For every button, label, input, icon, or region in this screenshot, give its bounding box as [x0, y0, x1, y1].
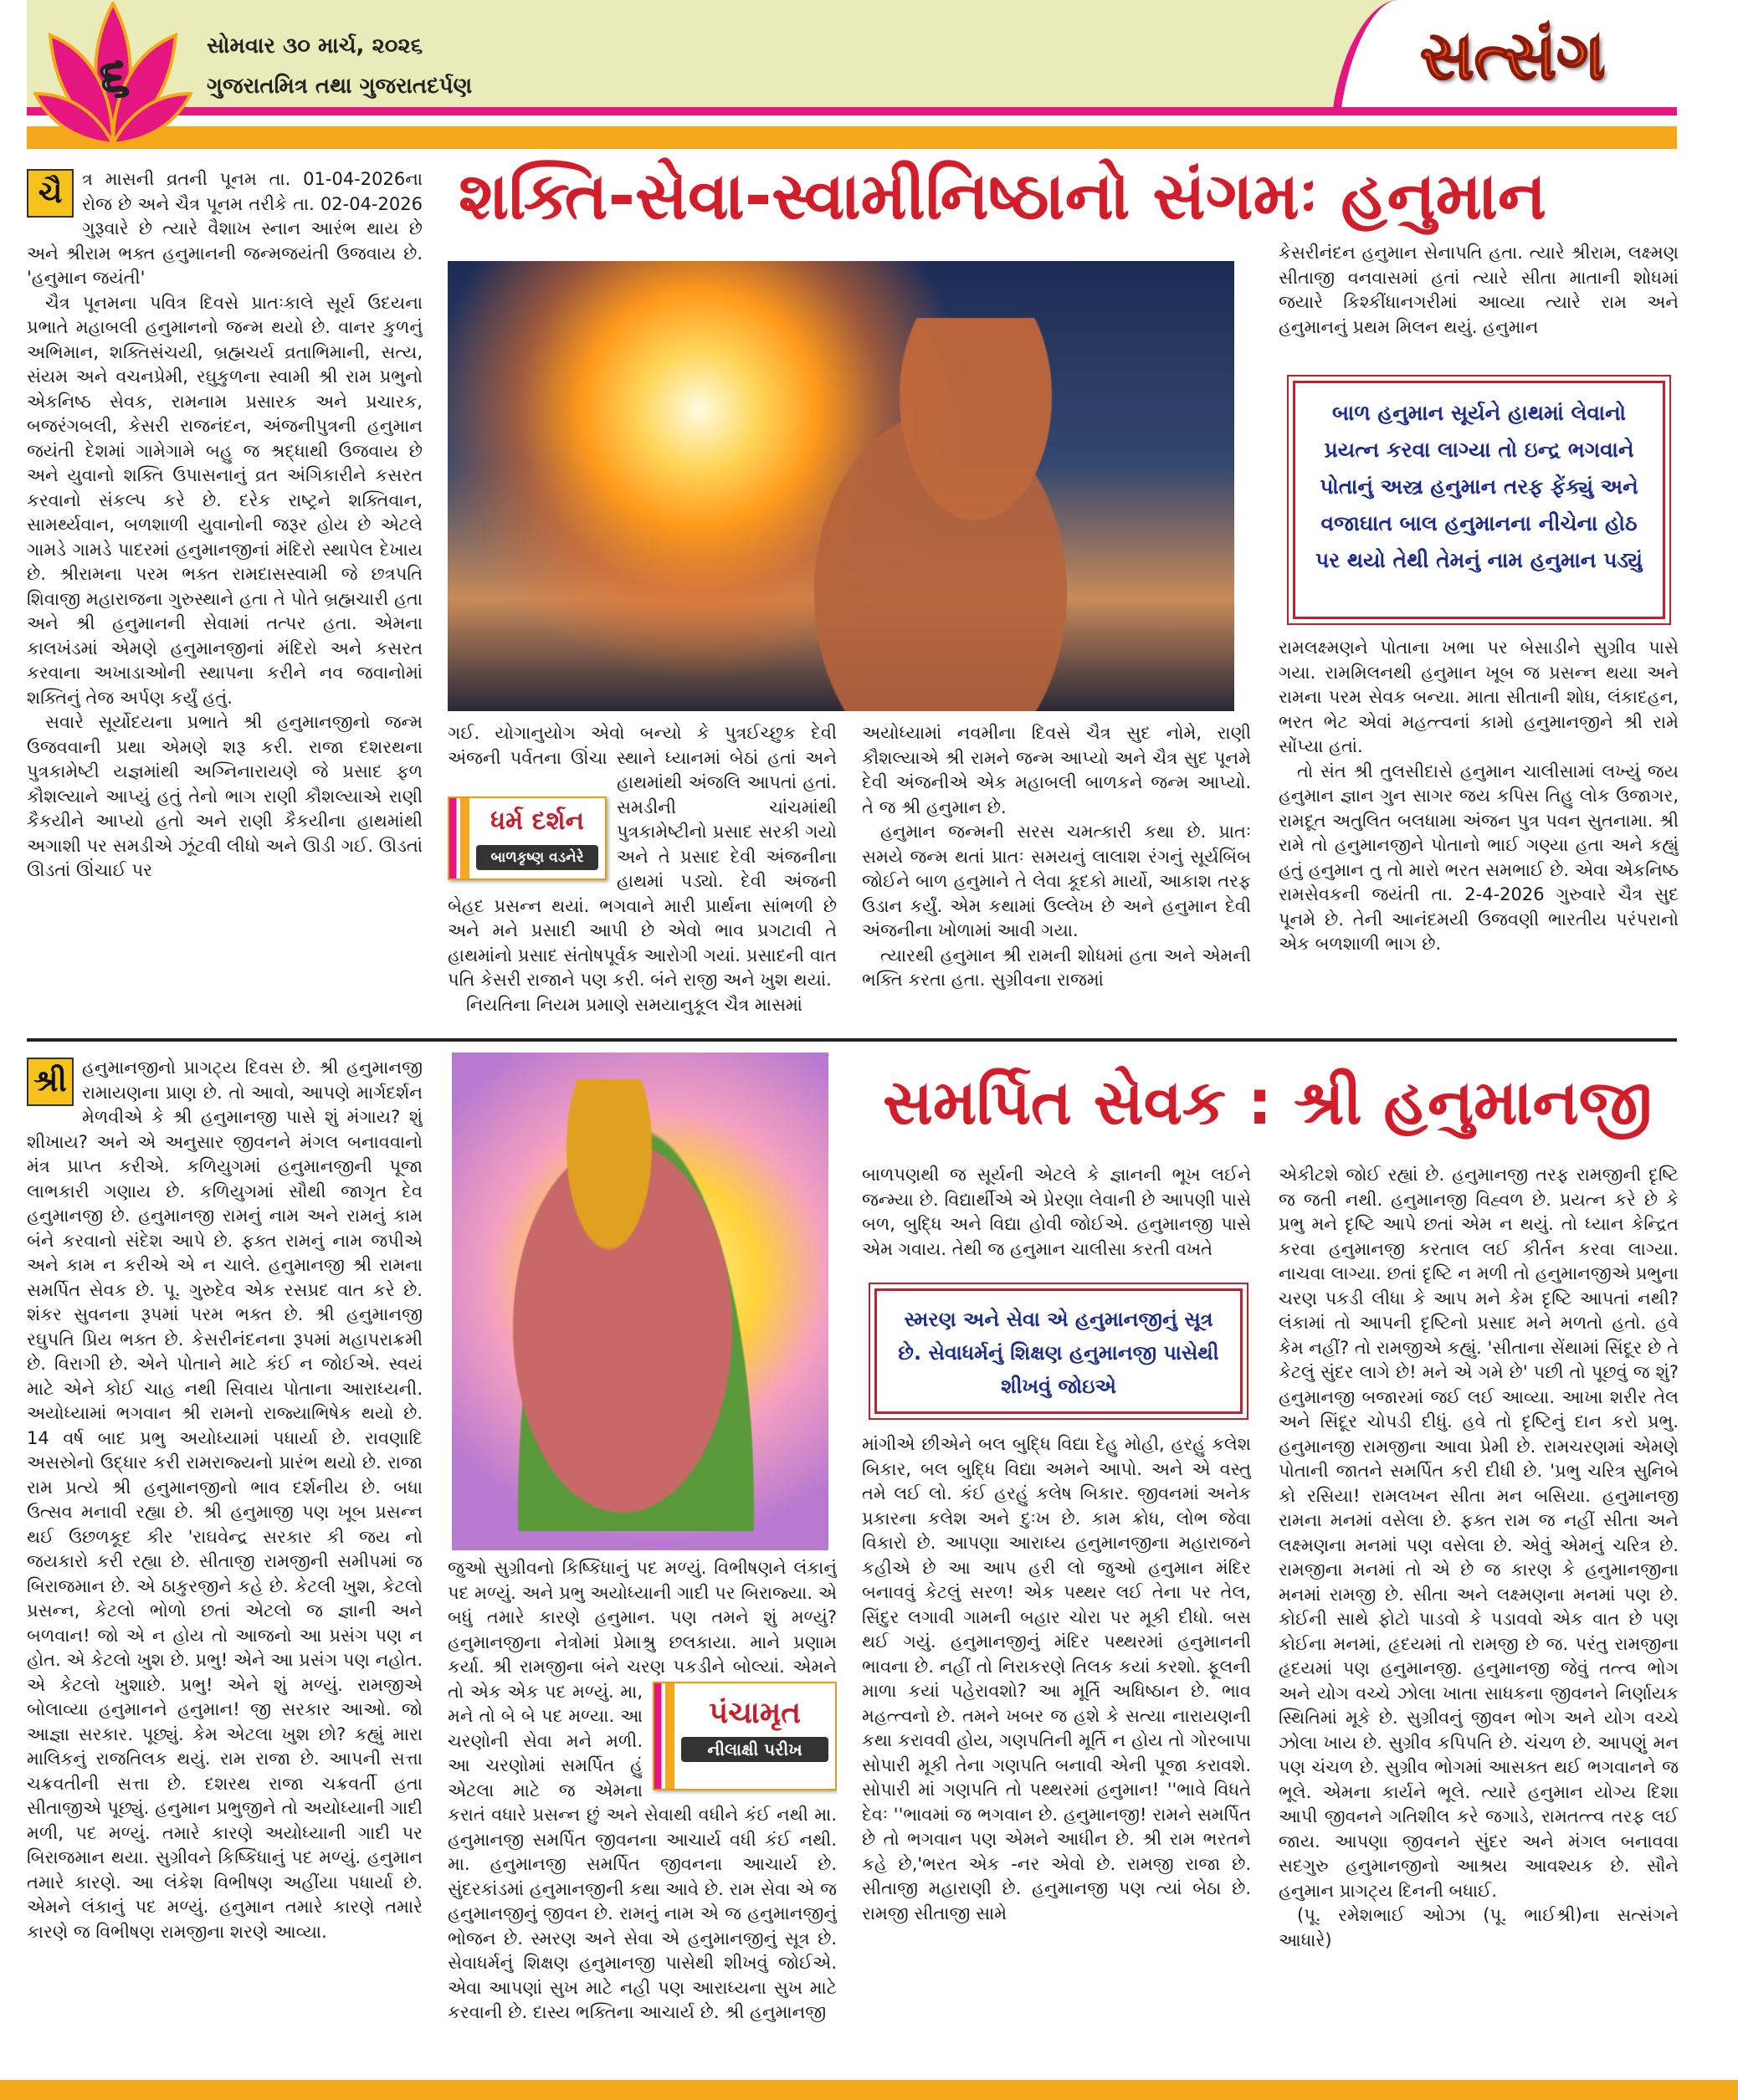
author-name: બાળકૃષ્ણ વડનેરે — [476, 845, 598, 870]
article1-pull-quote: બાળ હનુમાન સૂર્યને હાથમાં લેવાનો પ્રયત્ન કરવા લાગ્યા તો ઇન્દ્ર ભગવાને પોતાનું અસ્ત્ર હનુમાન તરફ ફેંક્યું અને વજાઘાત બાલ હનુમાનના નીચેના હોઠ પર થયો તેથી તેમનું નામ હનુમાન પડ્યું — [1293, 381, 1665, 619]
article1-column-4-bottom — [1279, 636, 1679, 1033]
paragraph: હનુમાનજીનો પ્રાગટ્ય દિવસ છે. શ્રી હનુમાનજી રામાયણના પ્રાણ છે. તો આવો, આપણે માર્ગદર્શન મેળવીએ કે શ્રી હનુમાનજી પાસે શું મંગાય? શું શીખાય? અને એ અનુસાર જીવનને મંગલ બનાવવાનો મંત્ર પ્રાપ્ત કરીએ. કળિયુગમાં હનુમાનજીની પૂજા લાભકારી ગણાય છે. કળિયુગમાં સૌથી જાગૃત દેવ હનુમાનજી છે. હનુમાનજી રામનું નામ અને રામનું કામ બંને કરવાનો સંદેશ આપે છે. ફક્ત રામનું નામ જપીએ અને કામ ન કરીએ એ ન ચાલે. હનુમાનજી શ્રી રામના સમર્પિત સેવક છે. પૂ. ગુરુદેવ એક રસપ્રદ વાત કરે છે. શંકર સુવનના રૂપમાં પરમ ભક્ત છે. શ્રી હનુમાનજી રઘુપતિ પ્રિય ભક્ત છે. કેસરીનંદનના રૂપમાં મહાપરાક્રમી છે. વિરાગી છે. એને પોતાને માટે કંઈ ન જોઈએ. સ્વયં માટે એને કોઈ ચાહ નથી સિવાય પોતાના આરાધ્યની. અયોધ્યામાં ભગવાન શ્રી રામનો રાજ્યાભિષેક થયો છે. 14 વર્ષ બાદ પ્રભુ અયોધ્યામાં પધાર્યા છે. રાવણાદિ અસરુોનો ઉદ્ધાર કરી રામરાજ્યનો પ્રારંભ થયો છે. રાજા રામ પ્રત્યે શ્રી હનુમાનજીનો ભાવ દર્શનીય છે. બધા ઉત્સવ મનાવી રહ્યા છે. શ્રી હનુમાજી પણ ખૂબ પ્રસન્ન થઈ ઉછળકૂદ કીર 'રાઘવેન્દ્ર સરકાર કી જય નો જયકારો કરી રહ્યા છે. સીતાજી રામજીની સમીપમાં જ બિરાજમાન છે. એ ઠાકુરજીને કહે છે. કેટલી ખુશ, કેટલો પ્રસન્ન, કેટલો ભોળો છતાં એટલો જ જ્ઞાની અને બળવાન! જો એ ન હોય તો આજનો આ પ્રસંગ પણ ન હોત. એ કેટલો ખુશ છે. પ્રભુ! એને આ પ્રસંગ પણ નહોત. એ કેટલો ખુશાછે. પ્રભુ! એને શું મળ્યું. રામજીએ બોલાવ્યા હનુમાનને હનુમાન! જી સરકાર આઓ. જો આજ્ઞા સરકાર. પૂછ્યું. કેમ એટલા ખુશ છો? કહ્યું મારા માલિકનું રાજતિલક થયું. રામ રાજા છે. આપની સત્તા ચક્રવતીની સત્તા છે. દશરથ રાજા ચક્રવર્તી હતા સીતાજીએ પૂછ્યું. હનુમાન પ્રભુજીને તો અયોધ્યાની ગાદી મળી, પદ મળ્યું. તમારે કારણે અયોધ્યાની ગાદી પર બિરાજમાન થયા. સુગ્રીવને કિષ્કિંધાનું પદ મળ્યું. હનુમાન તમારે કારણે. આ લંકેશ વિભીષણ અહીંયા પધાર્યા છે. એમને લંકાનું પદ મળ્યું. હનુમાન તમારે કારણે તમારે કારણે જ વિભીષણ રામજીના શરણે આવ્યા. — [27, 1058, 423, 1942]
header-orange-stripe — [27, 126, 1677, 149]
badge-stripe — [449, 798, 469, 878]
paragraph: ગઈ. યોગાનુયોગ એવો બન્યો કે પુત્રઈચ્છુક દેવી અંજની પર્વતના ઊંચા સ્થાને ધ્યાનમાં બેઠાં હતાં અને હાથમાંથી અંજલિ આપતાં હતાં. સમડીની ચાંચમાંથી પુત્રકામેષ્ટીનો પ્રસાદ સરકી ગયો અને તે પ્રસાદ દેવી અંજનીના હાથમાં પડ્યો. દેવી અંજની બેહદ પ્રસન્ન થયાં. ભગવાને મારી પ્રાર્થના સાંભળી છે અને મને પ્રસાદી આપી છે એવો ભાવ પ્રગટાવી તે હાથમાંનો પ્રસાદ સંતોષપૂર્વક આરોગી ગયાં. પ્રસાદની વાત પતિ કેસરી રાજાને પણ કરી. બંને રાજી અને ખુશ થયાં. — [448, 723, 837, 990]
paragraph: કેસરીનંદન હનુમાન સેનાપતિ હતા. ત્યારે શ્રીરામ, લક્ષ્મણ સીતાજી વનવાસમાં હતાં ત્યારે સીતા માતાની શોધમાં જયારે કિશ્કીંધાનગરીમાં આવ્યા ત્યારે રામ અને હનુમાનનું પ્રથમ મિલન થયું. હનુમાન — [1279, 243, 1679, 337]
paragraph: રામલક્ષ્મણને પોતાના ખભા પર બેસાડીને સુગ્રીવ પાસે ગયા. રામમિલનથી હનુમાન ખૂબ જ પ્રસન્ન થયા અને રામના પરમ સેવક બન્યા. માતા સીતાની શોધ, લંકાદહન, ભરત ભેટ એવાં મહત્ત્વનાં કામો હનુમાનજીને શ્રી રામે સોંપ્યા હતાં. — [1279, 638, 1679, 756]
article2-column-1 — [27, 1056, 423, 2060]
article2-column-3-bottom — [862, 1432, 1251, 2060]
credit-line: (પૂ. રમેશભાઈ ઓઝા (પૂ. ભાઈશ્રી)ના સત્સંગને આધારે) — [1279, 1905, 1679, 1950]
column-badge-panchamrut — [653, 1682, 837, 1790]
column-badge-dharma-darshan — [448, 796, 607, 880]
footer-band — [0, 2080, 1738, 2100]
column-name: ધર્મ દર્શન — [490, 807, 584, 836]
paragraph: ત્ર માસની વ્રતની પૂનમ તા. 01-04-2026ના રોજ છે અને ચૈત્ર પૂનમ તરીકે તા. 02-04-2026 ગુરૂવારે છે ત્યારે વૈશાખ સ્નાન આરંભ થાય છે અને શ્રીરામ ભક્ત હનુમાનની જન્મજયંતી ઉજવાય છે. 'હનુમાન જયંતી' — [27, 169, 423, 288]
article2-column-3-top — [862, 1163, 1251, 1268]
section-logo: સત્સંગ — [1420, 17, 1606, 95]
article2-pull-quote: સ્મરણ અને સેવા એ હનુમાનજીનું સૂત્ર છે. સેવાધર્મનું શિક્ષણ હનુમાનજી પાસેથી શીખવું જોઇએ — [874, 1288, 1243, 1414]
baby-hanuman-figure — [782, 318, 1134, 711]
paragraph: હનુમાન જન્મની સરસ ચમત્કારી કથા છે. પ્રાતઃ સમયે જન્મ થતાં પ્રાતઃ સમયનું લાલાશ રંગનું સૂર્યબિંબ જોઈને બાળ હનુમાને તે લેવા કૂદકો માર્યો, આકાશ તરફ ઉડાન કર્યું. એમ કથામાં ઉલ્લેખ છે અને હનુમાન દેવી અંજનીના ખોળામાં આવી ગયા. — [862, 822, 1251, 940]
article1-column-4-top — [1279, 241, 1679, 366]
paragraph: માંગીએ છીએને બલ બુદ્ધિ વિદ્યા દેહુ મોહી, હરહું કલેશ બિકાર, બલ બુદ્ધિ વિદ્યા અમને આપો. અને એ વસ્તુ તમે લઈ લો. કંઈ હરહું કલેષ બિકાર. જીવનમાં અનેક પ્રકારના કલેશ અને દુઃખ છે. કામ ક્રોધ, લોભ જેવા વિકારો છે. આપણા આરાધ્ય હનુમાનજીના મહારાજને કહીએ છે આ આપ હરી લો જુઓ હનુમાન મંદિર બનાવવું કેટલું સરળ! એક પથ્થર લઈ તેના પર તેલ, સિંદુર લગાવી ગામની બહાર ચોરા પર મૂકી દીધો. બસ થઈ ગયું. હનુમાનજીનું મંદિર પથ્થરમાં હનુમાનની ભાવના છે. નહીં તો નિરાકરણે તિલક કયાં કરશો. ફૂલની માળા કયાં પહેરાવશો? આ મૂર્તિ અધિષ્ઠાન છે. ભાવ મહત્ત્વનો છે. તમને ખબર જ હશે કે સત્યા નારાયણની કથા કરાવવી હોય, ગણપતિની મૂર્તિ ન હોય તો ગોરબાપા સોપારી મૂકી તેના ગણપતિ બનાવી એની પૂજા કરાવશે. સોપારી માં ગણપતિ તો પથ્થરમાં હનુમાન! ''ભાવે વિધતે દેવઃ ''ભાવમાં જ ભગવાન છે. હનુમાનજી! રામને સમર્પિત છે તો ભગવાન પણ એમને આધીન છે. શ્રી રામ ભરતને કહે છે,'ભરત એક -નર એવો છે. રામજી રાજા છે. સીતાજી મહારાણી છે. હનુમાનજી પણ ત્યાં બેઠા છે. રામજી સીતાજી સામે — [862, 1434, 1251, 1923]
page-number: ૬ — [100, 46, 130, 108]
paragraph: સવારે સૂર્યોદયના પ્રભાતે શ્રી હનુમાનજીનો જન્મ ઉજવવાની પ્રથા એમણે શરૂ કરી. રાજા દશરથના પુત્રકામેષ્ટી યજ્ઞમાંથી અગ્નિનારાયણે જે પ્રસાદ ફળ કૌશલ્યાને આપ્યું હતું તેનો ભાગ રાણી કૌશલ્યાએ રાણી કૈકયીને આપ્યો હતો અને રાણી કૈકયીના હાથમાંથી અગાશી પર સમડીએ ઝૂંટવી લીધો અને ઊડી ગઈ. ઊડતાં ઊડતાં ઊંચાઈ પર — [27, 712, 423, 880]
paragraph: તો સંત શ્રી તુલસીદાસે હનુમાન ચાલીસામાં લખ્યું જય હનુમાન જ્ઞાન ગુન સાગર જય કપિસ તિહુ લોક ઉજાગર, રામદૂત અતુલિત બલધામા અંજન પુત્ર પવન સુતનામા. શ્રી રામે તો હનુમાનજીને પોતાનો ભાઈ ગણ્યા હતા અને કહ્યું હતું હનુમાન તુ તો મારો ભરત સમભાઈ છે. એવા એકનિષ્ઠ રામસેવકની જયંતી તા. 2-4-2026 ગુરુવારે ચૈત્ર સુદ પૂનમે છે. તેની આનંદમયી ઉજવણી ભારતીય પરંપરાનો એક બળશાળી ભાગ છે. — [1279, 761, 1679, 954]
article1-title: શક્તિ-સેવા-સ્વામીનિષ્ઠાનો સંગમઃ હનુમાન — [459, 159, 1547, 234]
section-divider — [27, 1038, 1677, 1042]
article1-column-1 — [27, 167, 423, 1033]
drop-cap: ચૈ — [27, 169, 74, 218]
hanuman-figure — [502, 1079, 770, 1531]
badge-stripe — [654, 1683, 674, 1789]
page-header — [27, 0, 1677, 151]
article2-column-4 — [1279, 1163, 1679, 2060]
article2-title: સમર્પિત સેવક : શ્રી હનુમાનજી — [883, 1067, 1653, 1139]
column-name: પંચામૃત — [708, 1696, 802, 1730]
paragraph: એકીટશે જોઈ રહ્યાં છે. હનુમાનજી તરફ રામજીની દૃષ્ટિ જ જતી નથી. હનુમાનજી વિહ્વળ છે. પ્રયત્ન કરે છે કે પ્રભુ મને દૃષ્ટિ આપે છતાં એમ ન થયું. તો ધ્યાન કેન્દ્રિત કરવા હનુમાનજી કરતાલ લઈ કીર્તન કરવા લાગ્યા. નાચવા લાગ્યા. છતાં દૃષ્ટિ ન મળી તો હનુમાનજીએ પ્રભુના ચરણ પકડી લીધા કે આપ મને કેમ દૃષ્ટિ આપતાં નથી? લંકામાં તો આપની દૃષ્ટિનો પ્રસાદ મને મળતો હતો. હવે કેમ નહીં? તો રામજીએ કહ્યું. 'સીતાના સેંથામાં સિંદૂર છે તે કેટલું સુંદર લાગે છે! મને એ ગમે છે' પછી તો પૂછવું જ શું? હનુમાનજી બજારમાં જઈ લઈ આવ્યા. આખા શરીર તેલ અને સિંદૂર ચોપડી દીધું. હવે તો દૃષ્ટિનું દાન કરો પ્રભુ. હનુમાનજી રામજીના આવા પ્રેમી છે. રામચરણમાં એમણે પોતાની જાતને સમર્પિત કરી દીધી છે. 'પ્રભુ ચરિત્ર સુનિબે કો રસિયા! રામલખન સીતા મન બસિયા. હનુમાનજી રામના મનમાં વસેલા છે. ફક્ત રામ જ નહીં સીતા અને લક્ષ્મણના મનમાં પણ વસેલા છે. એવું એમનું ચરિત્ર છે. રામજીના મનમાં તો એ છે જ કારણ કે હનુમાનજીના મનમાં રામજી છે. સીતા અને લક્ષ્મણના મનમાં પણ છે. કોઈની સાથે ફોટો પાડવો કે પડાવવો એક વાત છે પણ કોઈના મનમાં, હૃદયમાં તો રામજી છે જ. પરંતુ રામજીના હૃદયમાં પણ હનુમાનજી. હનુમાનજી જેવું તત્ત્વ ભોગ અને યોગ વચ્ચે ઝોલા ખાતા સાધકના જીવનને નિર્ણાયક સ્થિતિમાં મૂકે છે. સુગ્રીવનું જીવન ભોગ અને યોગ વચ્ચે ઝોલા ખાય છે. સુગ્રીવ કપિપતિ છે. ચંચળ છે. આપણું મન પણ ચંચળ છે. સુગ્રીવ ભોગમાં આસક્ત થઈ ભગવાનને જ ભૂલે. એમના કાર્યને ભૂલે. ત્યારે હનુમાન યોગ્ય દિશા આપી જીવનને ગતિશીલ કરે જગાડે, રામતત્ત્વ તરફ લઈ જાય. આપણા જીવનને સુંદર અને મંગલ બનાવવા સદગુરુ હનુમાનજીનો આશ્રય આવશ્યક છે. સૌને હનુમાન પ્રાગટ્ય દિનની બધાઈ. — [1279, 1165, 1679, 1901]
paragraph: નિયતિના નિયમ પ્રમાણે સમયાનુકૂલ ચૈત્ર માસમાં — [466, 994, 802, 1015]
drop-cap: શ્રી — [27, 1058, 74, 1106]
paragraph: ત્યારથી હનુમાન શ્રી રામની શોધમાં હતા અને એમની ભક્તિ કરતા હતા. સુગ્રીવના રાજમાં — [862, 945, 1251, 990]
article1-column-2 — [448, 721, 837, 1032]
paper-name: ગુજરાતમિત્ર તથા ગુજરાતદર્પણ — [207, 74, 473, 99]
header-pink-stripe — [27, 107, 1677, 115]
paragraph: ચૈત્ર પૂનમના પવિત્ર દિવસે પ્રાતઃકાલે સૂર્ય ઉદયના પ્રભાતે મહાબલી હનુમાનનો જન્મ થયો છે. વાનર કુળનું અભિમાન, શક્તિસંચયી, બ્રહ્મચર્ય વ્રતાભિમાની, સત્ય, સંયમ અને વચનપ્રેમી, રઘુકુળના સ્વામી શ્રી રામ પ્રભુનો એકનિષ્ઠ સેવક, રામનામ પ્રસારક અને પ્રચારક, બજરંગબલી, કેસરી રાજનંદન, અંજનીપુત્રની હનુમાન જયંતી દેશમાં ગામેગામે બહુ જ શ્રદ્ધાથી ઉજવાય છે અને યુવાનો શક્તિ ઉપાસનાનું વ્રત અંગિકારીને કસરત કરવાનો સંકલ્પ કરે છે. દરેક રાષ્ટ્રને શક્તિવાન, સામર્થ્યવાન, બળશાળી યુવાનોની જરૂર હોય છે એટલે ગામડે ગામડે પાદરમાં હનુમાનજીનાં મંદિરો સ્થાપેલ દેખાય છે. શ્રીરામના પરમ ભક્ત રામદાસસ્વામી જે છત્રપતિ શિવાજી મહારાજના ગુરુસ્થાને હતા તે પોતે બ્રહ્મચારી હતા અને શ્રી હનુમાનની સેવામાં તત્પર હતા. એમના કાલખંડમાં એમણે હનુમાનજીનાં મંદિરો અને કસરત કરવાના અખાડાઓની સ્થાપના કરીને નવ જવાનોમાં શક્તિનું તેજ અર્પણ કર્યું હતું. — [27, 292, 423, 708]
paragraph: બાળપણથી જ સૂર્યની એટલે કે જ્ઞાનની ભૂખ લઈને જન્મ્યા છે. વિદ્યાર્થીએ એ પ્રેરણા લેવાની છે આપણી પાસે બળ, બુદ્ધિ અને વિદ્યા હોવી જોઈએ. હનુમાનજી પાસે એમ ગવાય. તેથી જ હનુમાન ચાલીસા કરતી વખતે — [862, 1165, 1251, 1259]
author-name: નીલાક્ષી પરીખ — [681, 1737, 828, 1762]
paragraph: અયોધ્યામાં નવમીના દિવસે ચૈત્ર સુદ નોમે, રાણી કૌશલ્યાએ શ્રી રામને જન્મ આપ્યો અને ચૈત્ર સુદ પૂનમે દેવી અંજનીએ એક મહાબલી બાળકને જન્મ આપ્યો. તે જ શ્રી હનુમાન છે. — [862, 723, 1251, 817]
issue-date: સોમવાર ૩૦ માર્ચ, ૨૦૨૬ — [207, 33, 423, 59]
article1-column-3 — [862, 721, 1251, 1032]
article2-column-2 — [448, 1556, 837, 2060]
paragraph: જુઓ સુગ્રીવનો કિષ્કિંધાનું પદ મળ્યું. વિભીષણને લંકાનું પદ મળ્યું. અને પ્રભુ અયોધ્યાની ગાદી પર બિરાજ્યા. એ બધું તમારે કારણે હનુમાન. પણ તમને શું મળ્યું? હનુમાનજીના નેત્રોમાં પ્રેમાશ્રુ છલકાયા. માને પ્રણામ કર્યા. શ્રી રામજીના બંને ચરણ પકડીને બોલ્યાં. એમને તો એક એક પદ મળ્યું. મા, મને તો બે બે પદ મળ્યા. આ ચરણોની સેવા મને મળી. આ ચરણોમાં સમર્પિત હું એટલા માટે જ એમના કરાતં વધારે પ્રસન્ન છું અને સેવાથી વધીને કંઈ નથી મા. હનુમાનજી સમર્પિત જીવનના આચાર્ય વધી કંઈ નથી. મા. હનુમાનજી સમર્પિત જીવનના આચાર્ય છે. સુંદરકાંડમાં હનુમાનજીની કથા આવે છે. રામ સેવા એ જ હનુમાનજીનું જીવન છે. રામનું નામ એ જ હનુમાનજીનું ભોજન છે. સ્મરણ અને સેવા એ હનુમાનજીનું સૂત્ર છે. સેવાધર્મનું શિક્ષણ હનુમાનજી પાસેથી શીખવું જોઈએ. એવા આપણાં સુખ માટે નહી પણ આરાધ્યના સુખ માટે કરવાની છે. દાસ્ય ભક્તિના આચાર્ય છે. શ્રી હનુમાનજી — [448, 1558, 837, 2022]
